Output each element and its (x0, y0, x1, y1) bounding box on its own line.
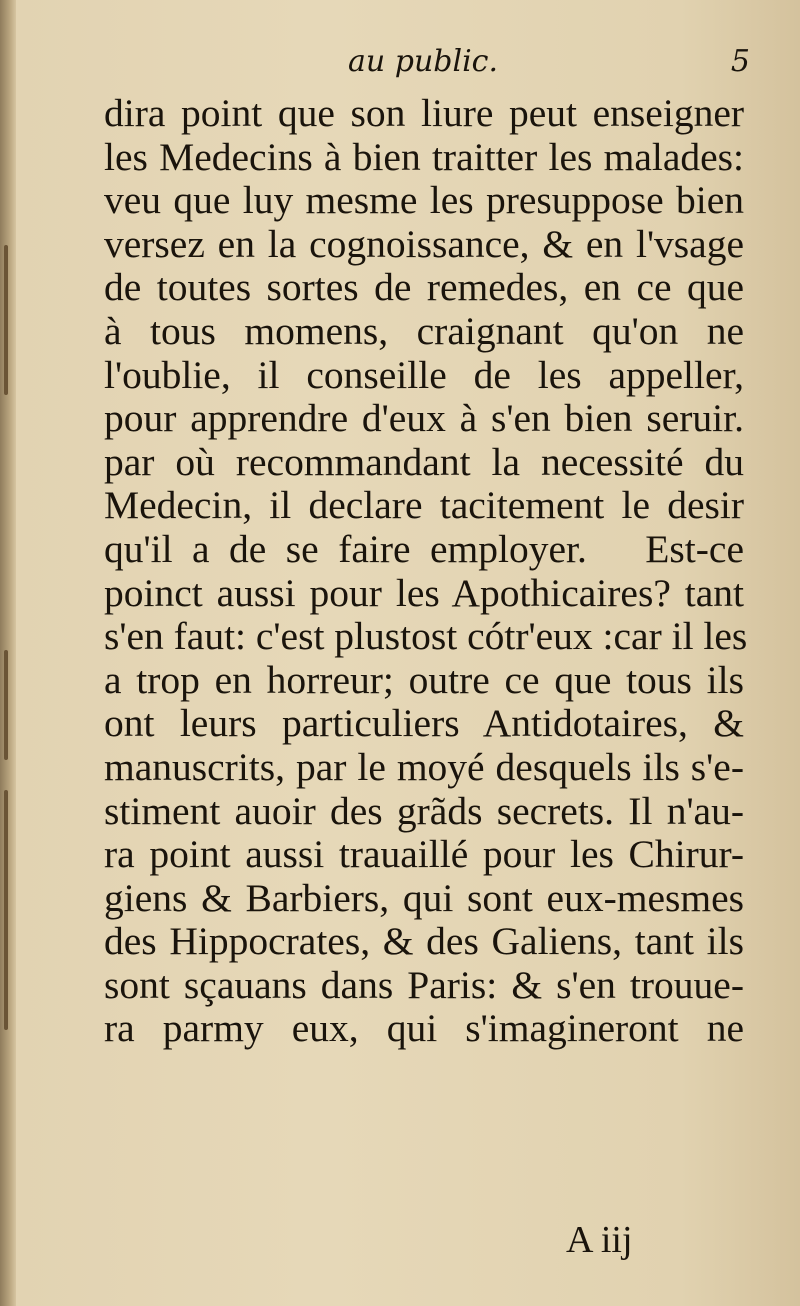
page-header (100, 44, 750, 92)
text-line: qu'il a de se faire employer. Est-ce (104, 526, 744, 571)
text-line: pour apprendre d'eux à s'en bien seruir. (104, 396, 744, 441)
page-binding-edge (0, 0, 16, 1306)
text-line: de toutes sortes de remedes, en ce que (104, 265, 744, 310)
text-line: giens & Barbiers, qui sont eux-mesmes (104, 875, 744, 920)
text-line: à tous momens, craignant qu'on ne (104, 308, 744, 353)
signature-mark: A iij (566, 1219, 633, 1261)
text-line: versez en la cognoissance, & en l'vsage (104, 221, 744, 266)
running-head: au public. (348, 44, 498, 79)
text-line: dira point que son liure peut enseigner (104, 91, 744, 135)
text-line: par où recommandant la necessité du (104, 439, 744, 484)
text-line: s'en faut: c'est plustost cótr'eux :car il les (104, 614, 748, 659)
page-number: 5 (730, 44, 750, 79)
text-line: poinct aussi pour les Apothicaires? tant (104, 570, 744, 615)
body-text (104, 91, 748, 1051)
text-line: veu que luy mesme les presuppose bien (104, 178, 744, 223)
text-line: l'oublie, il conseille de les appeller, (104, 352, 744, 397)
text-line: Medecin, il declare tacitement le desir (104, 483, 744, 528)
binding-thread (4, 650, 8, 760)
text-line: stiment auoir des grãds secrets. Il n'au- (104, 788, 744, 833)
text-line: sont sçauans dans Paris: & s'en trouue- (104, 962, 744, 1007)
text-line: les Medecins à bien traitter les malades: (104, 134, 744, 179)
text-line: ra point aussi trauaillé pour les Chirur- (104, 832, 744, 877)
text-line: a trop en horreur; outre ce que tous ils (104, 657, 744, 702)
text-line: des Hippocrates, & des Galiens, tant ils (104, 919, 744, 964)
binding-thread (4, 790, 8, 1030)
binding-thread (4, 245, 8, 395)
text-line: ra parmy eux, qui s'imagineront ne (104, 1006, 744, 1051)
text-line: ont leurs particuliers Antidotaires, & (104, 701, 744, 746)
text-line: manuscrits, par le moyé desquels ils s'e- (104, 744, 744, 789)
